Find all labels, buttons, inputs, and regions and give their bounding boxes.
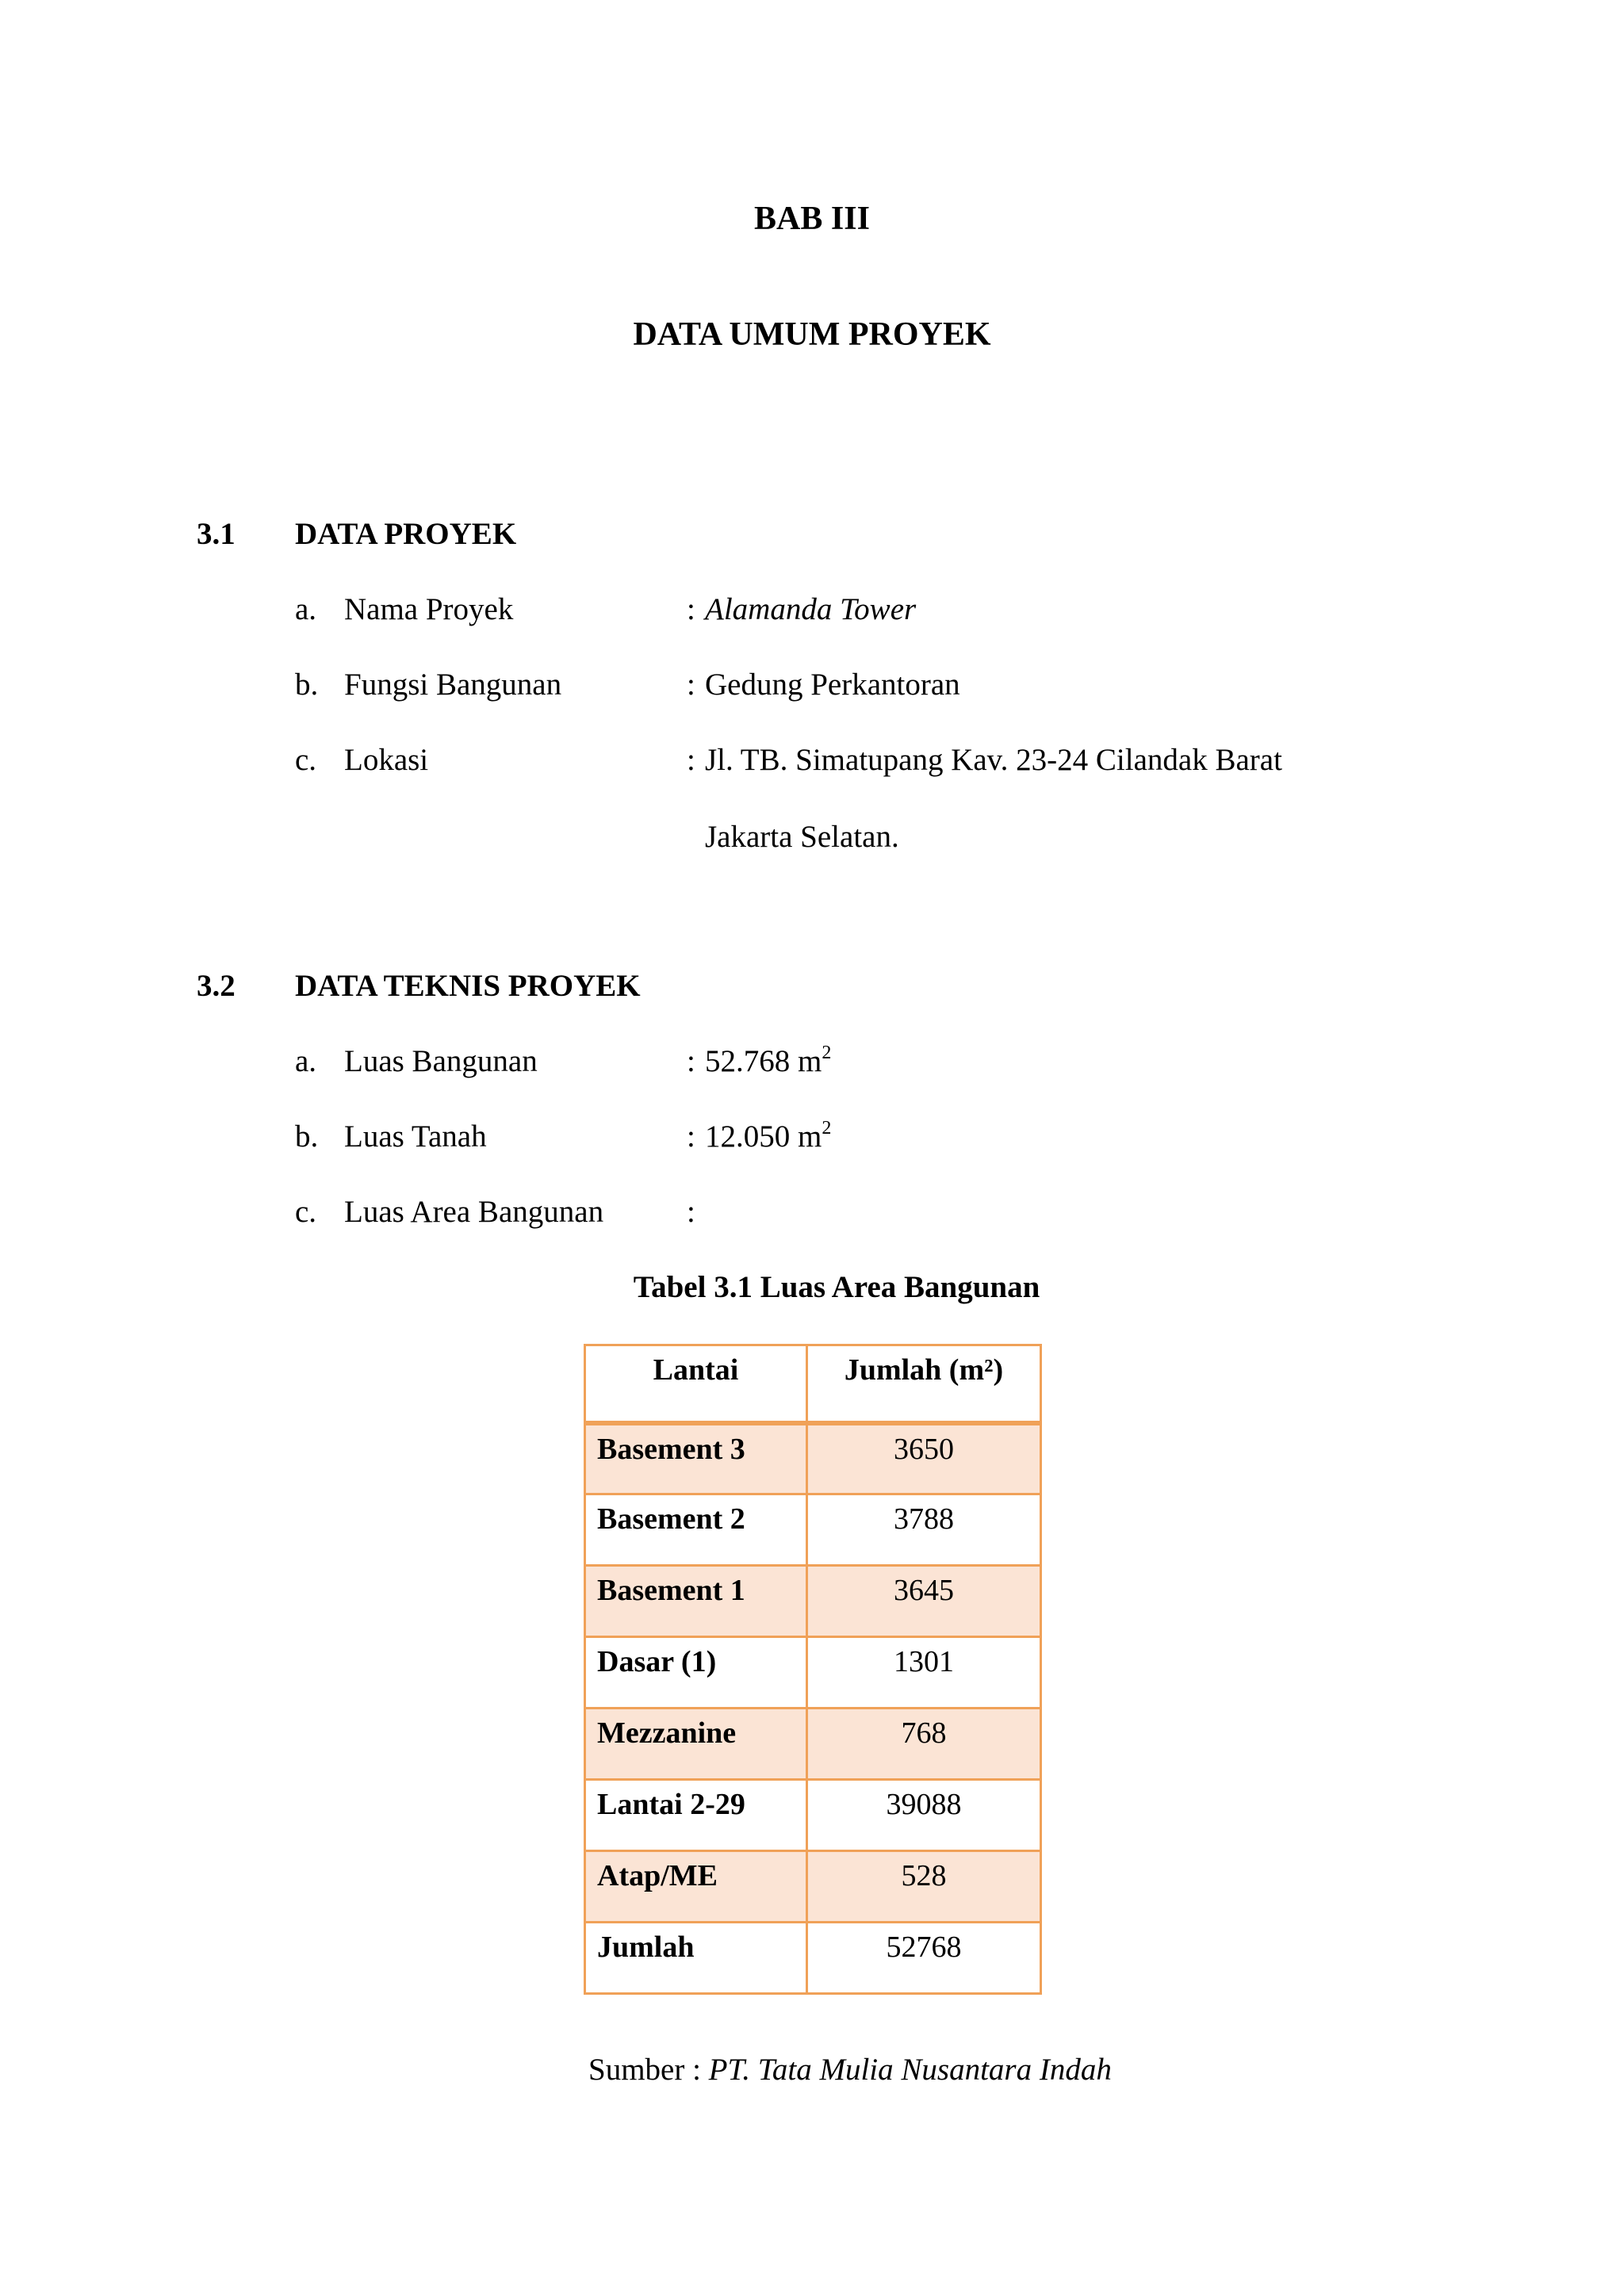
item-label: Nama Proyek: [344, 592, 514, 626]
area-table: [584, 1344, 1042, 1995]
cell-lantai: Atap/ME: [585, 1851, 807, 1923]
cell-jumlah: 528: [807, 1851, 1041, 1923]
item-value-wrapper: [705, 1118, 831, 1156]
item-colon: :: [687, 1044, 695, 1078]
source-prefix: Sumber :: [588, 2053, 709, 2087]
cell-lantai: Dasar (1): [585, 1637, 807, 1709]
cell-lantai: Basement 1: [585, 1566, 807, 1637]
table-row: [585, 1851, 1041, 1923]
section-number: 3.2: [197, 969, 236, 1003]
table-source: [588, 2051, 1112, 2089]
column-header-jumlah: Jumlah (m²): [807, 1345, 1041, 1423]
table-row: [585, 1637, 1041, 1709]
item-label: Luas Tanah: [344, 1119, 487, 1154]
table-row: [585, 1423, 1041, 1494]
item-marker: a.: [295, 592, 317, 626]
item-marker: a.: [295, 1044, 317, 1078]
cell-jumlah: 3650: [807, 1423, 1041, 1494]
chapter-heading: BAB III: [754, 201, 870, 237]
chapter-title: DATA UMUM PROYEK: [633, 316, 991, 353]
cell-lantai: Basement 3: [585, 1423, 807, 1494]
item-colon: :: [687, 592, 695, 626]
item-colon: :: [687, 743, 695, 777]
cell-jumlah: 39088: [807, 1780, 1041, 1851]
table-row: [585, 1780, 1041, 1851]
source-name: PT. Tata Mulia Nusantara Indah: [708, 2053, 1112, 2087]
cell-jumlah: 768: [807, 1709, 1041, 1780]
superscript: 2: [822, 1118, 832, 1138]
table-row: [585, 1923, 1041, 1994]
cell-lantai: Mezzanine: [585, 1709, 807, 1780]
table-header-row: [585, 1345, 1041, 1423]
table-row: [585, 1709, 1041, 1780]
table-caption: Tabel 3.1 Luas Area Bangunan: [633, 1270, 1040, 1304]
section-number: 3.1: [197, 517, 236, 551]
item-value-wrapper: [705, 1043, 831, 1081]
cell-jumlah: 3788: [807, 1494, 1041, 1566]
item-marker: b.: [295, 1119, 319, 1154]
table-row: [585, 1566, 1041, 1637]
item-label: Luas Area Bangunan: [344, 1195, 604, 1229]
item-value: Alamanda Tower: [705, 592, 917, 626]
cell-lantai: Lantai 2-29: [585, 1780, 807, 1851]
item-colon: :: [687, 1195, 695, 1229]
item-marker: c.: [295, 1195, 317, 1229]
cell-jumlah: 1301: [807, 1637, 1041, 1709]
section-title: DATA PROYEK: [295, 517, 517, 551]
item-colon: :: [687, 668, 695, 702]
item-value-continued: Jakarta Selatan.: [705, 820, 899, 854]
item-label: Lokasi: [344, 743, 429, 777]
cell-jumlah: 52768: [807, 1923, 1041, 1994]
cell-lantai: Jumlah: [585, 1923, 807, 1994]
item-colon: :: [687, 1119, 695, 1154]
item-value: Jl. TB. Simatupang Kav. 23-24 Cilandak Barat: [705, 743, 1282, 777]
item-value: Gedung Perkantoran: [705, 668, 960, 702]
item-value: 12.050 m: [705, 1119, 822, 1154]
cell-lantai: Basement 2: [585, 1494, 807, 1566]
section-title: DATA TEKNIS PROYEK: [295, 969, 641, 1003]
column-header-lantai: Lantai: [585, 1345, 807, 1423]
superscript: 2: [822, 1043, 832, 1063]
item-marker: b.: [295, 668, 319, 702]
item-label: Luas Bangunan: [344, 1044, 538, 1078]
item-marker: c.: [295, 743, 317, 777]
item-label: Fungsi Bangunan: [344, 668, 562, 702]
cell-jumlah: 3645: [807, 1566, 1041, 1637]
table-row: [585, 1494, 1041, 1566]
item-value: 52.768 m: [705, 1044, 822, 1078]
